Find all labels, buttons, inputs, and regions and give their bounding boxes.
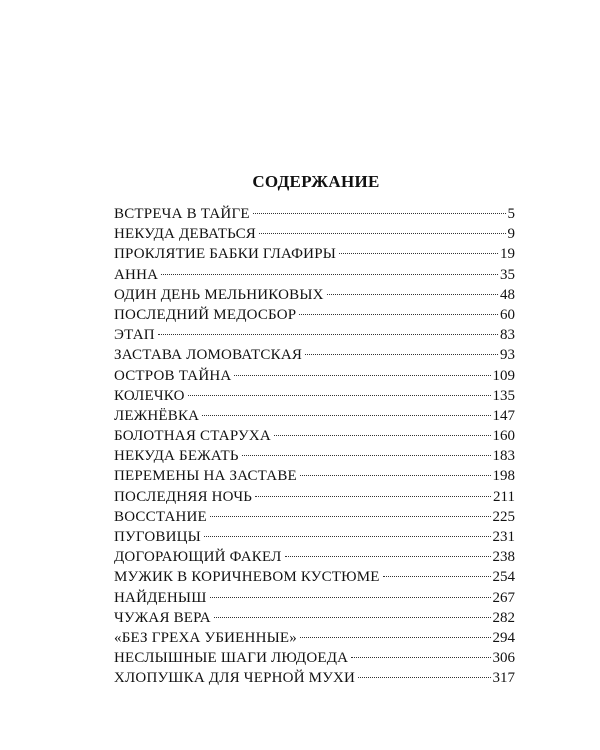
toc-page-number: 183 (492, 448, 515, 465)
toc-entry-title: ОСТРОВ ТАЙНА (114, 367, 232, 384)
dot-leader (253, 213, 506, 214)
toc-page-number: 225 (492, 508, 515, 525)
dot-leader (305, 354, 498, 355)
toc-entry-title: ОДИН ДЕНЬ МЕЛЬНИКОВЫХ (114, 286, 324, 303)
table-of-contents (114, 204, 515, 689)
toc-page-number: 135 (492, 387, 515, 404)
toc-page-number: 254 (492, 569, 515, 586)
dot-leader (210, 516, 491, 517)
dot-leader (214, 617, 491, 618)
toc-entry (114, 406, 515, 426)
toc-entry (114, 305, 515, 325)
dot-leader (188, 395, 491, 396)
toc-entry-title: ЧУЖАЯ ВЕРА (114, 609, 211, 626)
toc-page-number: 9 (507, 226, 515, 243)
dot-leader (327, 294, 498, 295)
toc-page-number: 5 (507, 206, 515, 222)
toc-entry (114, 527, 515, 547)
dot-leader (255, 496, 491, 497)
toc-entry (114, 204, 515, 224)
dot-leader (383, 576, 491, 577)
toc-entry (114, 426, 515, 446)
toc-page-number: 211 (493, 488, 515, 505)
toc-page-number: 147 (492, 407, 515, 424)
toc-entry (114, 567, 515, 587)
toc-entry-title: АННА (114, 266, 159, 283)
toc-entry (114, 466, 515, 486)
dot-leader (234, 375, 490, 376)
toc-entry-title: ХЛОПУШКА ДЛЯ ЧЕРНОЙ МУХИ (114, 670, 356, 687)
toc-page-number: 317 (492, 670, 515, 687)
page-title: СОДЕРЖАНИЕ (252, 172, 380, 191)
toc-entry (114, 648, 515, 668)
toc-page-number: 282 (492, 609, 515, 626)
toc-entry-title: ВОССТАНИЕ (114, 508, 207, 525)
dot-leader (158, 334, 498, 335)
toc-entry-title: ЛЕЖНЁВКА (114, 407, 200, 424)
toc-entry-title: ЭТАП (114, 327, 155, 344)
toc-page-number: 231 (492, 529, 515, 545)
toc-entry (114, 386, 515, 406)
toc-entry-title: КОЛЕЧКО (114, 387, 185, 404)
toc-entry-title: «БЕЗ ГРЕХА УБИЕННЫЕ» (114, 629, 297, 646)
dot-leader (300, 637, 491, 638)
toc-page-number: 35 (500, 266, 515, 283)
toc-entry (114, 265, 515, 285)
dot-leader (299, 314, 498, 315)
toc-page-number: 306 (492, 650, 515, 667)
dot-leader (285, 556, 491, 557)
toc-entry (114, 244, 515, 264)
dot-leader (351, 657, 490, 658)
toc-entry (114, 608, 515, 628)
toc-entry-title: ВСТРЕЧА В ТАЙГЕ (114, 206, 250, 222)
toc-page-number: 83 (500, 327, 515, 344)
toc-entry-title: НАЙДЕНЫШ (114, 589, 207, 606)
toc-entry-title: ПРОКЛЯТИЕ БАБКИ ГЛАФИРЫ (114, 246, 337, 263)
toc-entry-title: МУЖИК В КОРИЧНЕВОМ КУСТЮМЕ (114, 569, 380, 586)
toc-entry-title: НЕКУДА ДЕВАТЬСЯ (114, 226, 256, 243)
toc-page-number: 48 (500, 286, 515, 303)
toc-page-number: 60 (500, 306, 515, 323)
dot-leader (161, 274, 498, 275)
toc-entry (114, 487, 515, 507)
toc-entry-title: ЗАСТАВА ЛОМОВАТСКАЯ (114, 347, 303, 364)
toc-page-number: 19 (500, 246, 515, 263)
dot-leader (274, 435, 491, 436)
toc-page-number: 198 (492, 468, 515, 485)
dot-leader (242, 455, 491, 456)
toc-entry-title: ДОГОРАЮЩИЙ ФАКЕЛ (114, 549, 282, 566)
dot-leader (339, 253, 498, 254)
toc-entry (114, 547, 515, 567)
toc-entry-title: ПЕРЕМЕНЫ НА ЗАСТАВЕ (114, 468, 297, 485)
toc-entry (114, 668, 515, 688)
toc-entry-title: ПОСЛЕДНИЙ МЕДОСБОР (114, 306, 297, 323)
toc-page-number: 93 (500, 347, 515, 364)
dot-leader (210, 597, 491, 598)
toc-entry (114, 588, 515, 608)
toc-page-number: 238 (492, 549, 515, 566)
toc-entry (114, 345, 515, 365)
toc-entry-title: ПУГОВИЦЫ (114, 529, 201, 545)
dot-leader (204, 536, 491, 537)
toc-entry (114, 507, 515, 527)
toc-entry-title: НЕСЛЫШНЫЕ ШАГИ ЛЮДОЕДА (114, 650, 349, 667)
toc-page-number: 109 (492, 367, 515, 384)
toc-page-number: 160 (492, 428, 515, 445)
toc-entry (114, 285, 515, 305)
toc-entry (114, 224, 515, 244)
dot-leader (259, 233, 506, 234)
toc-entry (114, 628, 515, 648)
toc-page-number: 294 (492, 629, 515, 646)
toc-entry (114, 366, 515, 386)
toc-entry-title: ПОСЛЕДНЯЯ НОЧЬ (114, 488, 253, 505)
dot-leader (358, 677, 490, 678)
toc-entry-title: БОЛОТНАЯ СТАРУХА (114, 428, 271, 445)
toc-entry (114, 446, 515, 466)
toc-page-number: 267 (492, 589, 515, 606)
toc-entry-title: НЕКУДА БЕЖАТЬ (114, 448, 239, 465)
dot-leader (202, 415, 490, 416)
dot-leader (300, 475, 491, 476)
toc-entry (114, 325, 515, 345)
